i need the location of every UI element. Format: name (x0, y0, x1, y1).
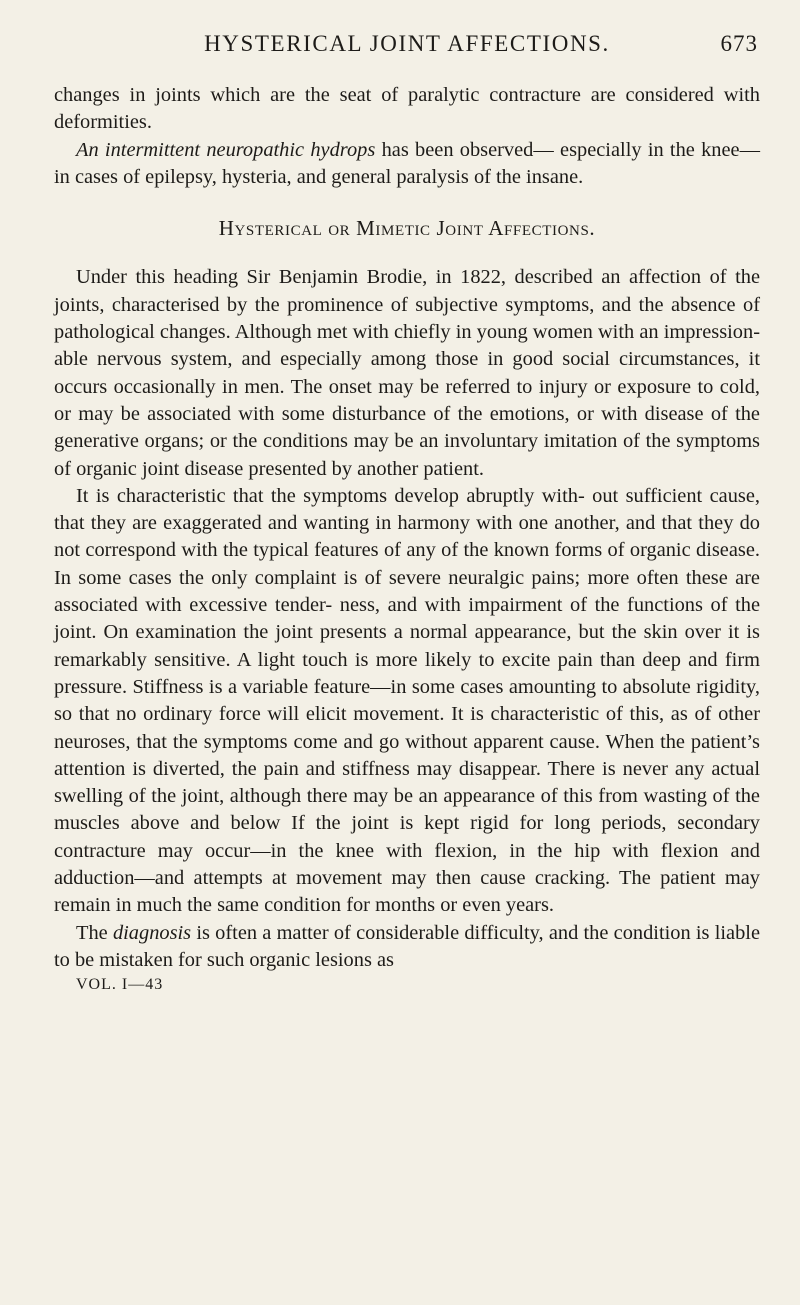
paragraph-continuation: changes in joints which are the seat of paralytic contracture are considered with deformities. (54, 84, 760, 134)
section-heading: Hysterical or Mimetic Joint Affections. (218, 216, 596, 241)
running-head (54, 26, 760, 62)
paragraph-brodie: Under this heading Sir Benjamin Brodie, in 1822, described an affection of the joints, characterised by the prominence of subjective symptoms, and the absence of pathological changes. Although met with chiefly in young women with an impression- able nervous system, and especially among those in good social circumstances, it occurs occasionally in men. The onset may be referred to injury or exposure to cold, or may be associated with some disturbance of the emotions, or with disease of the generative organs; or the conditions may be an involuntary imitation of the symptoms of organic joint disease presented by another patient. (54, 266, 760, 480)
paragraph-symptoms: It is characteristic that the symptoms develop abruptly with- out sufficient cause, that they are exaggerated and wanting in harmony with one another, and that they do not correspond with the typical features of any of the known forms of organic disease. In some cases the only complaint is of severe neuralgic pains; more often these are associated with excessive tender- ness, and with impairment of the functions of the joint. On examination the joint presents a normal appearance, but the skin over it is remarkably sensitive. A light touch is more likely to excite pain than deep and firm pressure. Stiffness is a variable feature—in some cases amounting to absolute rigidity, so that no ordinary force will elicit movement. It is characteristic of this, as of other neuroses, that the symptoms come and go without apparent cause. When the patient’s attention is diverted, the pain and stiffness may disappear. There is never any actual swelling of the joint, although there may be an appearance of this from wasting of the muscles above and below If the joint is kept rigid for long periods, secondary contracture may occur—in the knee with flexion, in the hip with flexion and adduction—and attempts at movement may then cause cracking. The patient may remain in much the same condition for months or even years. (54, 484, 760, 917)
paragraph-hydrops (54, 137, 760, 192)
paragraph-diagnosis-lead: The (76, 921, 113, 944)
running-head-title: HYSTERICAL JOINT AFFECTIONS. (204, 31, 610, 56)
italic-term-diagnosis: diagnosis (112, 921, 192, 944)
body-text (54, 82, 760, 974)
paragraph-diagnosis (54, 920, 760, 975)
paragraph-diagnosis-text: is often a matter of considerable difficulty, and the condition is liable to be mistaken for such organic lesions as (54, 921, 760, 971)
signature-mark: VOL. I—43 (76, 976, 164, 994)
paragraph-hydrops-text: has been observed— especially in the knee—in cases of epilepsy, hysteria, and general paralysis of the insane. (54, 138, 760, 188)
page-number: 673 (720, 31, 758, 56)
italic-term-hydrops: An intermittent neuropathic hydrops (76, 138, 376, 161)
